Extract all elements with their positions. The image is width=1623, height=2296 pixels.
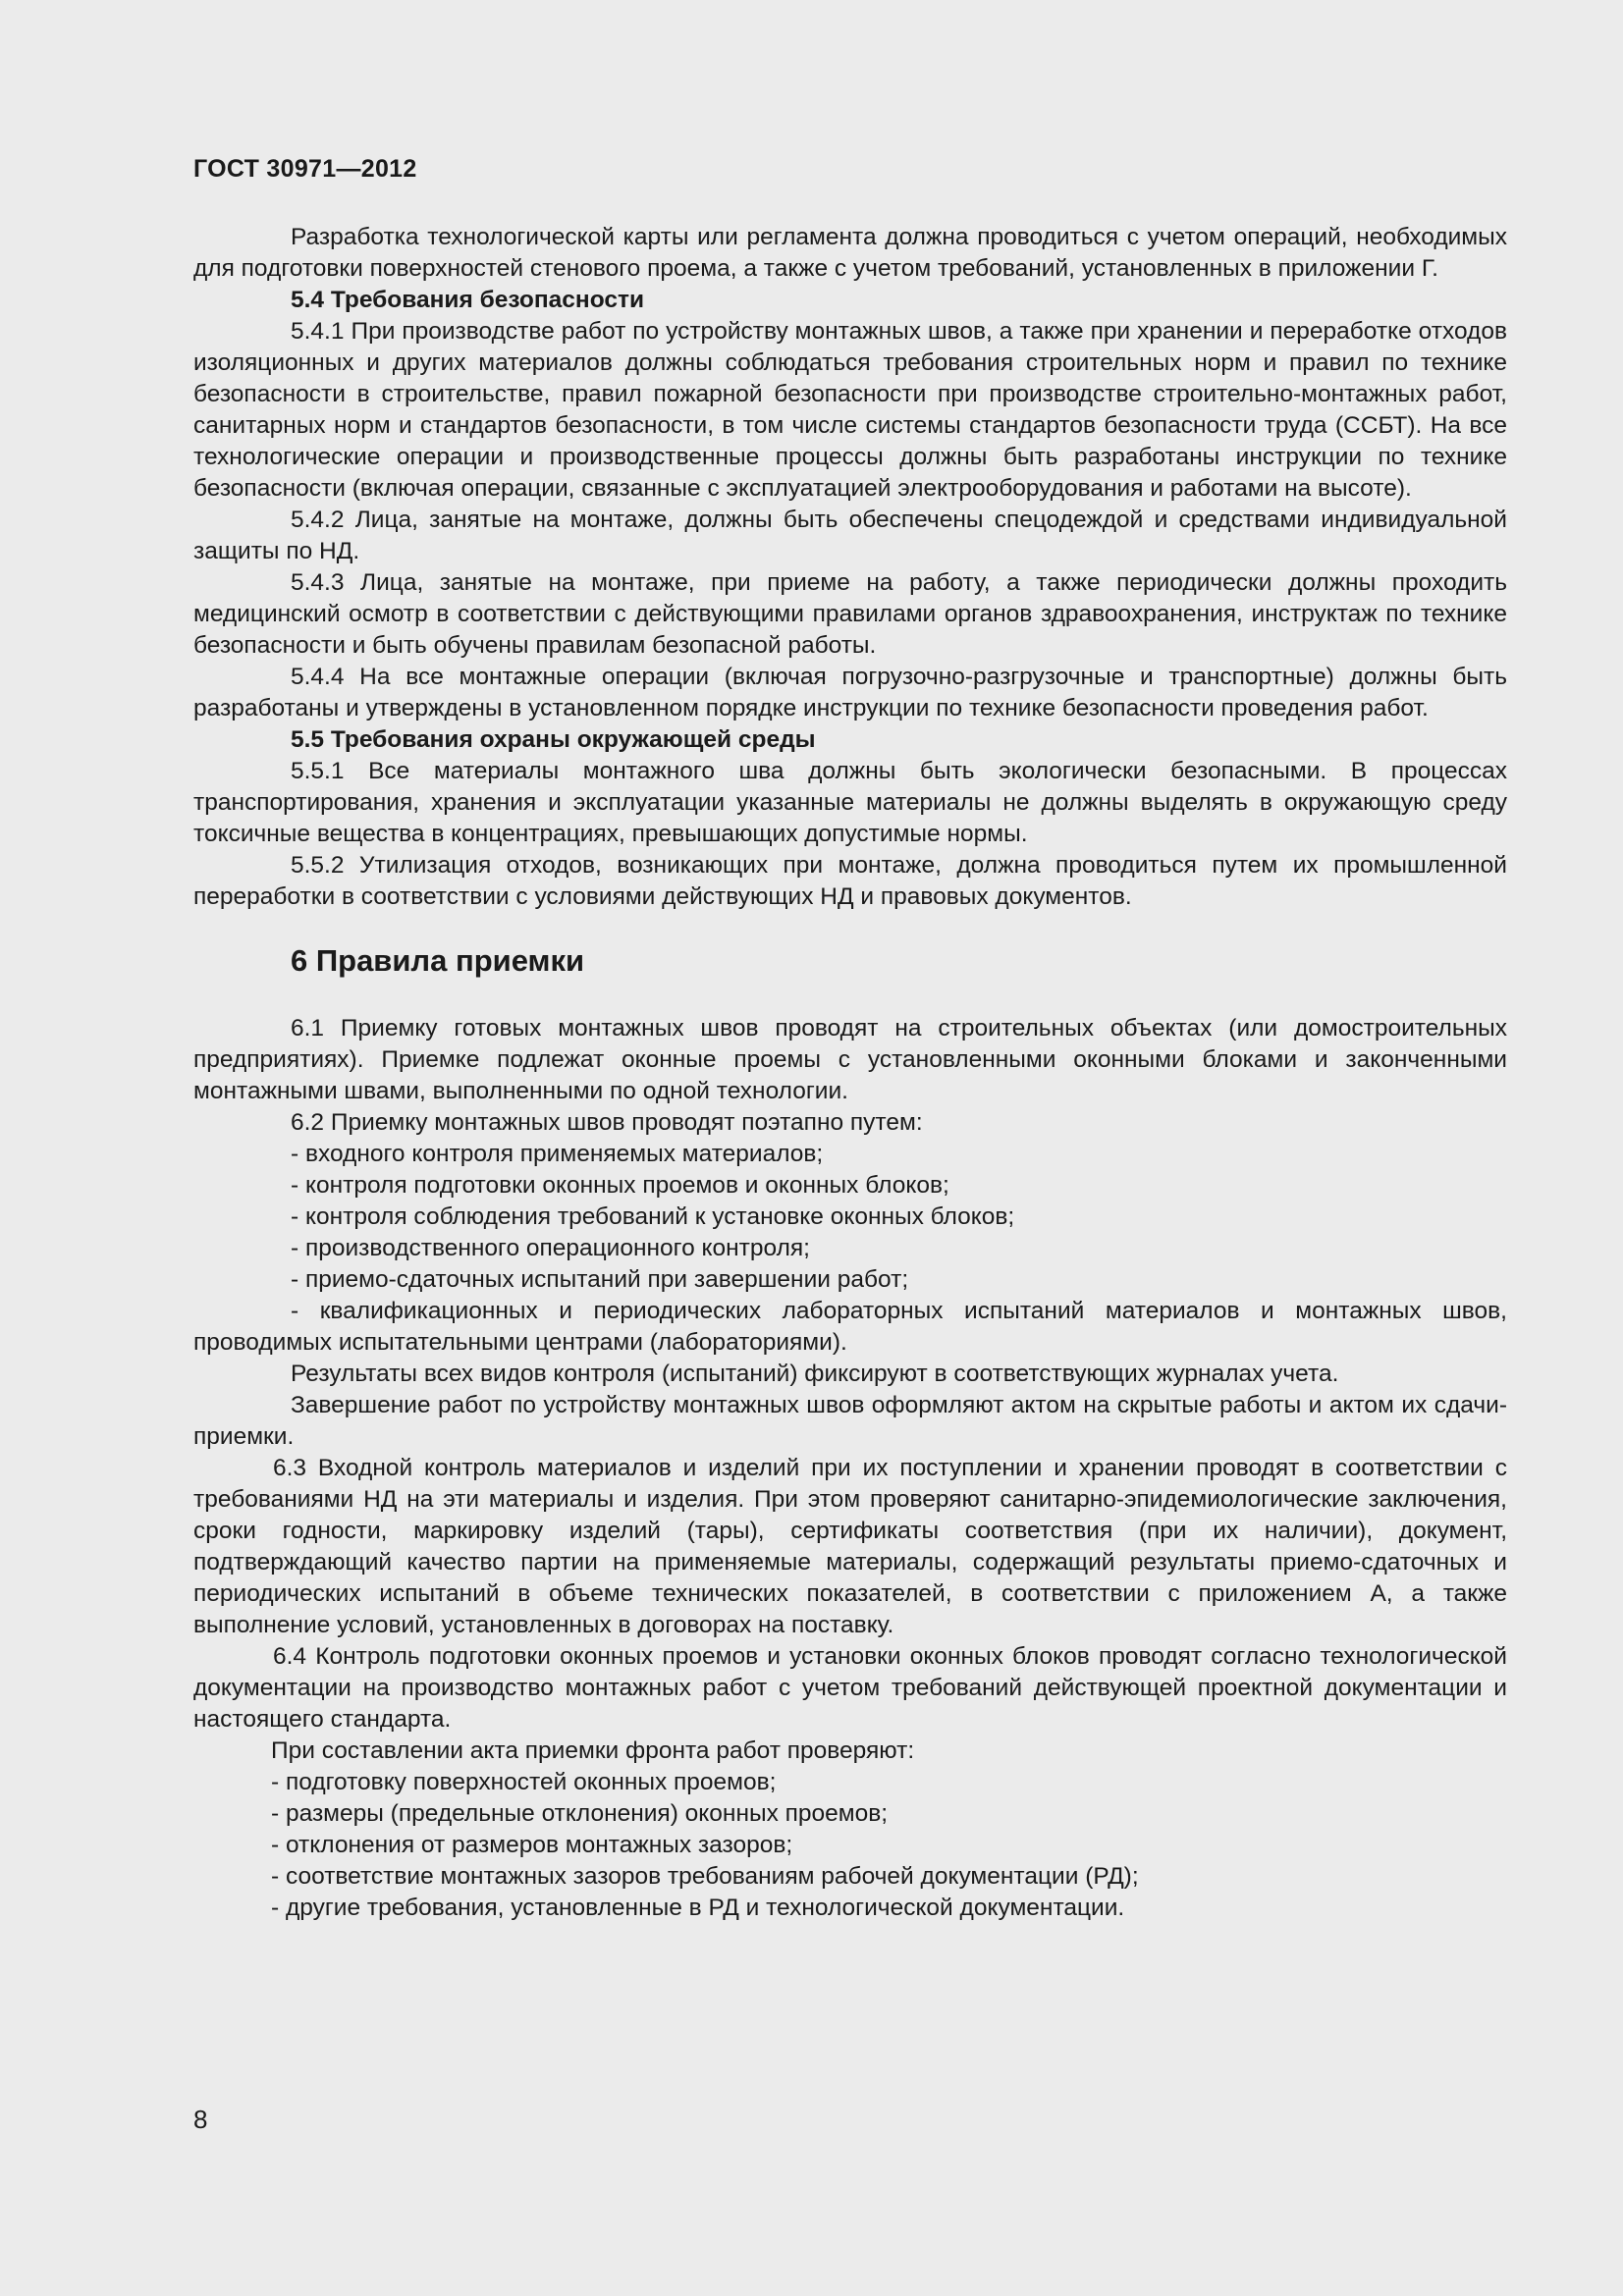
paragraph-6-3: 6.3 Входной контроль материалов и изделий при их поступлении и хранении проводят в соответствии с требованиями НД на эти материалы и изделия. При этом проверяют санитарно-эпидемиологические заключения, сроки годности, маркировку изделий (тары), сертификаты соответствия (при их наличии), документ, подтверждающий качество партии на применяемые материалы, содержащий результаты приемо-сдаточных и периодических испытаний в объеме технических показателей, в соответствии с приложением А, а также выполнение условий, установленных в договорах на поставку. [193,1455,1507,1638]
paragraph-6-1: 6.1 Приемку готовых монтажных швов проводят на строительных объектах (или домостроительных предприятиях). Приемке подлежат оконные проемы с установленными оконными блоками и законченными монтажными швами, выполненными по одной технологии. [193,1015,1507,1104]
section-title-5-4: 5.4 Требования безопасности [291,287,645,313]
list-item: - размеры (предельные отклонения) оконных проемов; [271,1800,889,1827]
paragraph-act: При составлении акта приемки фронта работ проверяют: [271,1737,915,1764]
list-item: - производственного операционного контроля; [291,1235,810,1261]
list-item: - подготовку поверхностей оконных проемов; [271,1769,777,1795]
paragraph-6-2: 6.2 Приемку монтажных швов проводят поэтапно путем: [291,1109,923,1136]
page-number: 8 [193,2105,208,2134]
chapter-title-6: 6 Правила приемки [291,943,585,978]
paragraph-5-5-1: 5.5.1 Все материалы монтажного шва должны быть экологически безопасными. В процессах транспортирования, хранения и эксплуатации указанные материалы не должны выделять в окружающую среду токсичные вещества в концентрациях, превышающих допустимые нормы. [193,758,1507,847]
list-item: - соответствие монтажных зазоров требованиям рабочей документации (РД); [271,1863,1139,1890]
paragraph-6-4: 6.4 Контроль подготовки оконных проемов и установки оконных блоков проводят согласно технологической документации на производство монтажных работ с учетом требований действующей проектной документации и настоящего стандарта. [193,1643,1507,1733]
paragraph-5-4-2: 5.4.2 Лица, занятые на монтаже, должны быть обеспечены спецодеждой и средствами индивидуальной защиты по НД. [193,507,1507,564]
paragraph-5-4-4: 5.4.4 На все монтажные операции (включая погрузочно-разгрузочные и транспортные) должны быть разработаны и утверждены в установленном порядке инструкции по технике безопасности проведения работ. [193,664,1507,721]
section-title-5-5: 5.5 Требования охраны окружающей среды [291,726,816,753]
paragraph-5-4-3: 5.4.3 Лица, занятые на монтаже, при приеме на работу, а также периодически должны проходить медицинский осмотр в соответствии с действующими правилами органов здравоохранения, инструктаж по технике безопасности и быть обучены правилам безопасной работы. [193,569,1507,659]
document-body [193,222,1507,1924]
list-item: - другие требования, установленные в РД и технологической документации. [271,1895,1125,1921]
list-item: - контроля соблюдения требований к установке оконных блоков; [291,1203,1015,1230]
list-item: - отклонения от размеров монтажных зазоров; [271,1832,793,1858]
list-item: - входного контроля применяемых материалов; [291,1141,824,1167]
list-item: - контроля подготовки оконных проемов и оконных блоков; [291,1172,949,1199]
paragraph-intro: Разработка технологической карты или регламента должна проводиться с учетом операций, необходимых для подготовки поверхностей стенового проема, а также с учетом требований, установленных в приложении Г. [193,224,1507,282]
paragraph-results: Результаты всех видов контроля (испытаний) фиксируют в соответствующих журналах учета. [291,1361,1339,1387]
document-header: ГОСТ 30971—2012 [193,155,417,183]
paragraph-5-5-2: 5.5.2 Утилизация отходов, возникающих при монтаже, должна проводиться путем их промышленной переработки в соответствии с условиями действующих НД и правовых документов. [193,852,1507,910]
list-item: - квалификационных и периодических лабораторных испытаний материалов и монтажных швов, проводимых испытательными центрами (лабораториями). [193,1298,1507,1356]
list-item: - приемо-сдаточных испытаний при завершении работ; [291,1266,909,1293]
paragraph-completion: Завершение работ по устройству монтажных швов оформляют актом на скрытые работы и актом их сдачи-приемки. [193,1392,1507,1450]
paragraph-5-4-1: 5.4.1 При производстве работ по устройству монтажных швов, а также при хранении и переработке отходов изоляционных и других материалов должны соблюдаться требования строительных норм и правил по технике безопасности в строительстве, правил пожарной безопасности при производстве строительно-монтажных работ, санитарных норм и стандартов безопасности, в том числе системы стандартов безопасности труда (ССБТ). На все технологические операции и производственные процессы должны быть разработаны инструкции по технике безопасности (включая операции, связанные с эксплуатацией электрооборудования и работами на высоте). [193,318,1507,502]
